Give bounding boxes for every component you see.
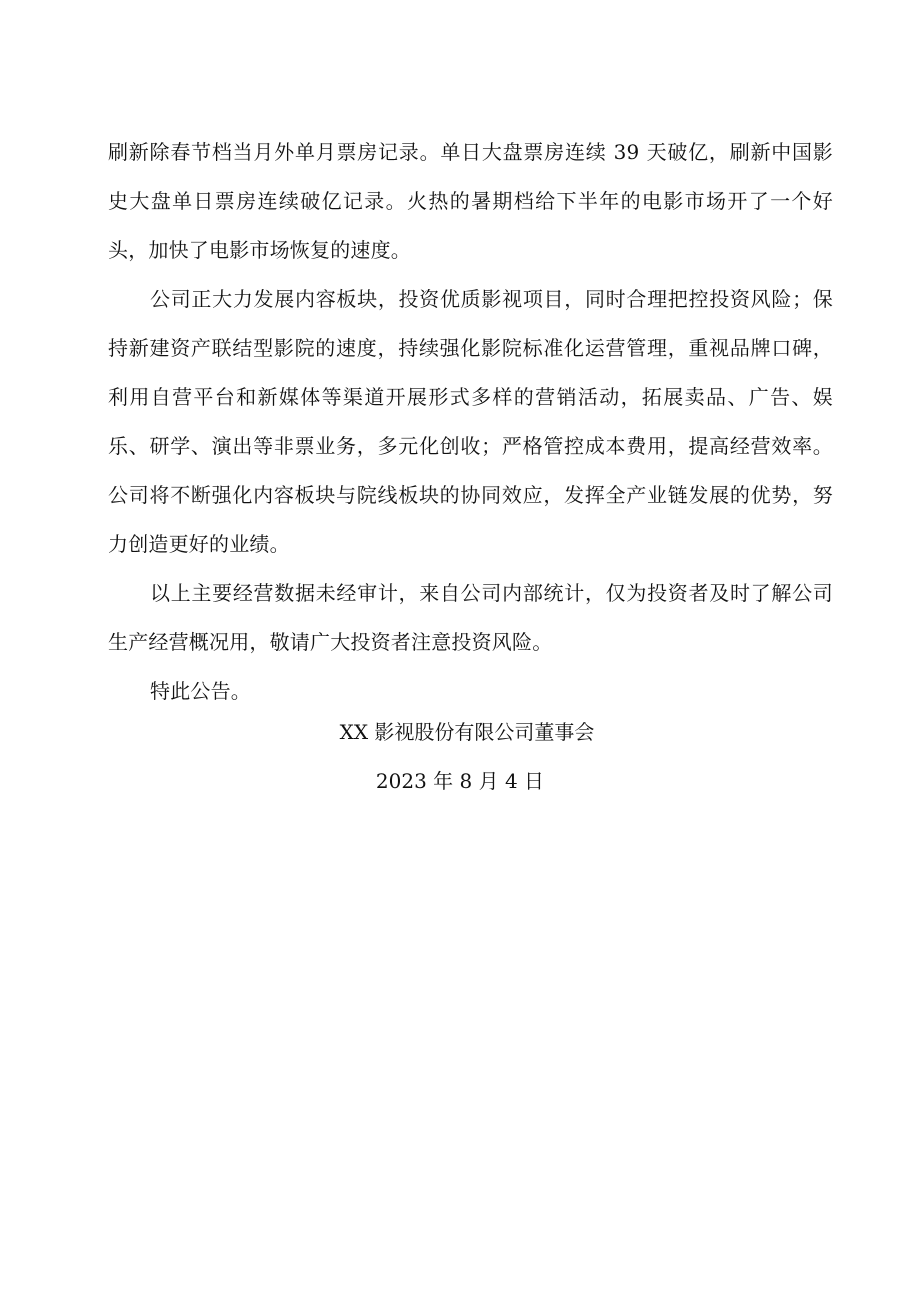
paragraph-risk-notice: 以上主要经营数据未经审计，来自公司内部统计，仅为投资者及时了解公司生产经营概况用，敬请广大投资者注意投资风险。 xyxy=(108,581,833,654)
signature-organization: XX 影视股份有限公司董事会 xyxy=(339,720,595,744)
announcement-body xyxy=(108,128,833,716)
paragraph-box-office-record: 刷新除春节档当月外单月票房记录。单日大盘票房连续 39 天破亿，刷新中国影史大盘单日票房连续破亿记录。火热的暑期档给下半年的电影市场开了一个好头，加快了电影市场恢复的速度。 xyxy=(108,140,833,262)
paragraph-company-strategy: 公司正大力发展内容板块，投资优质影视项目，同时合理把控投资风险；保持新建资产联结型影院的速度，持续强化影院标准化运营管理，重视品牌口碑，利用自营平台和新媒体等渠道开展形式多样的营销活动，拓展卖品、广告、娱乐、研学、演出等非票业务，多元化创收；严格管控成本费用，提高经营效率。公司将不断强化内容板块与院线板块的协同效应，发挥全产业链发展的优势，努力创造更好的业绩。 xyxy=(108,287,833,556)
paragraph-closing-statement: 特此公告。 xyxy=(150,679,251,703)
signature-date: 2023 年 8 月 4 日 xyxy=(375,769,545,793)
